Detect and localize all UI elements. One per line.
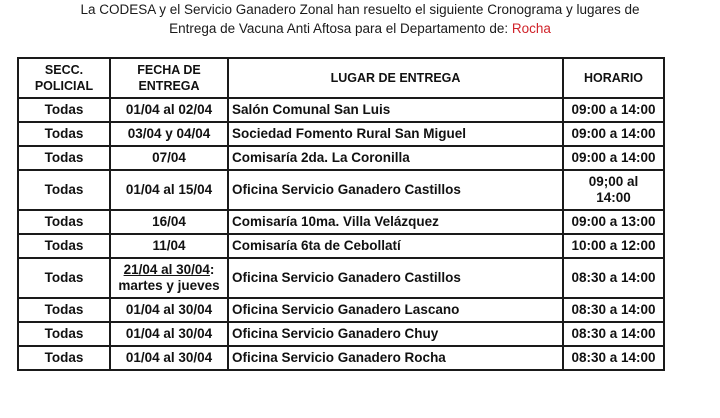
- header-secc-line1: SECC.: [44, 63, 84, 77]
- fecha-range: 01/04 al 15/04: [125, 182, 213, 197]
- cell-horario: [563, 146, 664, 170]
- cell-fecha-entrega: [110, 210, 228, 234]
- fecha-range: 03/04 y 04/04: [127, 126, 211, 141]
- cell-horario: [563, 298, 664, 322]
- table-row: [18, 98, 664, 122]
- cell-lugar-entrega: Oficina Servicio Ganadero Castillos: [228, 258, 563, 298]
- header-secc-policial: [18, 58, 110, 98]
- cell-secc-policial: Todas: [18, 298, 110, 322]
- cell-fecha-entrega: [110, 170, 228, 210]
- cell-lugar-entrega: Sociedad Fomento Rural San Miguel: [228, 122, 563, 146]
- cell-lugar-entrega: Salón Comunal San Luis: [228, 98, 563, 122]
- intro-line-2-text: Entrega de Vacuna Anti Aftosa para el Departamento de:: [169, 21, 512, 36]
- table-row: [18, 146, 664, 170]
- cell-fecha-entrega: [110, 98, 228, 122]
- intro-paragraph: [0, 0, 720, 38]
- cell-secc-policial: Todas: [18, 210, 110, 234]
- table-row: [18, 210, 664, 234]
- fecha-line-1: [114, 262, 224, 278]
- intro-line-2: [0, 19, 720, 38]
- fecha-range: 01/04 al 30/04: [125, 302, 213, 317]
- cell-secc-policial: Todas: [18, 98, 110, 122]
- fecha-range: 21/04 al 30/04: [123, 262, 210, 277]
- cell-horario: [563, 346, 664, 370]
- horario-line-1: 08:30 a 14:00: [571, 326, 656, 341]
- fecha-range: 01/04 al 30/04: [125, 350, 213, 365]
- cell-lugar-entrega: Comisaría 10ma. Villa Velázquez: [228, 210, 563, 234]
- table-row: [18, 258, 664, 298]
- fecha-days: martes y jueves: [118, 278, 220, 293]
- fecha-note: :: [209, 262, 215, 277]
- horario-line-1: 10:00 a 12:00: [571, 238, 656, 253]
- cell-lugar-entrega: Comisaría 6ta de Cebollatí: [228, 234, 563, 258]
- fecha-range: 16/04: [152, 214, 186, 229]
- department-name: Rocha: [511, 21, 551, 36]
- table-row: [18, 346, 664, 370]
- cell-fecha-entrega: [110, 346, 228, 370]
- cell-fecha-entrega: [110, 298, 228, 322]
- header-fecha-entrega: [110, 58, 228, 98]
- header-fecha-line2: ENTREGA: [138, 79, 200, 93]
- fecha-range: 11/04: [152, 238, 186, 253]
- header-horario: HORARIO: [563, 58, 664, 98]
- cell-horario: [563, 122, 664, 146]
- horario-line-1: 09:00 a 14:00: [571, 126, 656, 141]
- cell-fecha-entrega: [110, 122, 228, 146]
- intro-line-1: La CODESA y el Servicio Ganadero Zonal han resuelto el siguiente Cronograma y lugares de: [80, 2, 640, 17]
- cell-fecha-entrega: [110, 322, 228, 346]
- horario-line-1: 08:30 a 14:00: [571, 270, 656, 285]
- cell-secc-policial: Todas: [18, 122, 110, 146]
- fecha-range: 01/04 al 02/04: [125, 102, 213, 117]
- horario-line-1: 09:00 a 13:00: [571, 214, 656, 229]
- table-row: [18, 322, 664, 346]
- cell-horario: [563, 234, 664, 258]
- cell-lugar-entrega: Oficina Servicio Ganadero Castillos: [228, 170, 563, 210]
- cell-secc-policial: Todas: [18, 234, 110, 258]
- cell-lugar-entrega: Oficina Servicio Ganadero Rocha: [228, 346, 563, 370]
- cell-lugar-entrega: Oficina Servicio Ganadero Chuy: [228, 322, 563, 346]
- table-row: [18, 170, 664, 210]
- cell-secc-policial: Todas: [18, 146, 110, 170]
- table-row: [18, 298, 664, 322]
- horario-line-2: 14:00: [596, 190, 631, 205]
- horario-line-1: 09:00 a 14:00: [571, 102, 656, 117]
- cell-lugar-entrega: Oficina Servicio Ganadero Lascano: [228, 298, 563, 322]
- cell-horario: [563, 98, 664, 122]
- horario-line-1: 09:00 a 14:00: [571, 150, 656, 165]
- cell-fecha-entrega: [110, 258, 228, 298]
- header-lugar-entrega: LUGAR DE ENTREGA: [228, 58, 563, 98]
- cell-secc-policial: Todas: [18, 258, 110, 298]
- cell-horario: [563, 170, 664, 210]
- cell-secc-policial: Todas: [18, 346, 110, 370]
- schedule-table: [17, 57, 665, 371]
- table-row: [18, 122, 664, 146]
- cell-fecha-entrega: [110, 146, 228, 170]
- cell-horario: [563, 210, 664, 234]
- cell-secc-policial: Todas: [18, 170, 110, 210]
- table-header-row: [18, 58, 664, 98]
- table-row: [18, 234, 664, 258]
- cell-horario: [563, 322, 664, 346]
- header-secc-line2: POLICIAL: [34, 79, 94, 93]
- fecha-range: 01/04 al 30/04: [125, 326, 213, 341]
- horario-line-1: 09;00 al: [588, 174, 639, 189]
- horario-line-1: 08:30 a 14:00: [571, 302, 656, 317]
- fecha-range: 07/04: [152, 150, 186, 165]
- cell-lugar-entrega: Comisaría 2da. La Coronilla: [228, 146, 563, 170]
- cell-fecha-entrega: [110, 234, 228, 258]
- cell-secc-policial: Todas: [18, 322, 110, 346]
- horario-line-1: 08:30 a 14:00: [571, 350, 656, 365]
- cell-horario: [563, 258, 664, 298]
- header-fecha-line1: FECHA DE: [137, 63, 201, 77]
